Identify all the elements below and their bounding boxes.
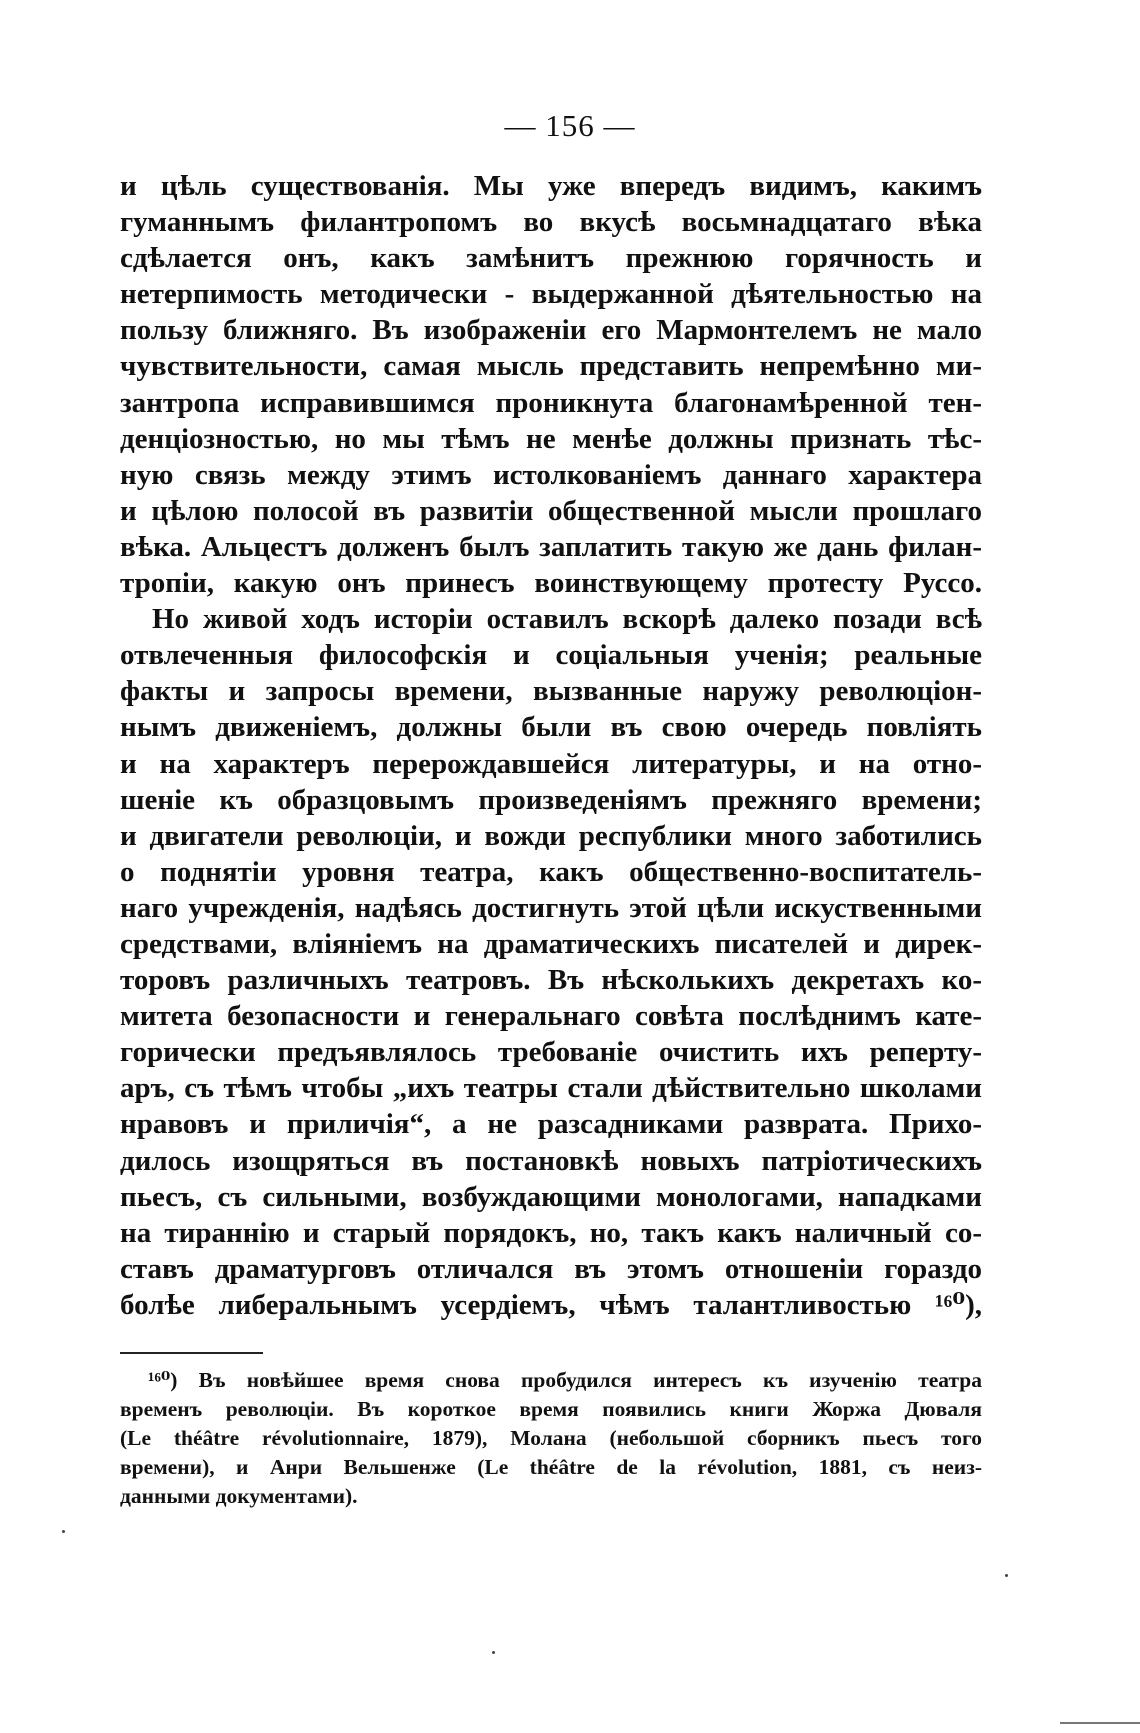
footnote-line: временъ революціи. Въ короткое время появились книги Жоржа Дюваля	[120, 1397, 982, 1421]
text-line: на тираннію и старый порядокъ, но, такъ какъ наличный со-	[120, 1216, 982, 1249]
footnote-line: ¹⁶⁰) Въ новѣйшее время снова пробудился интересъ къ изученію театра	[148, 1368, 982, 1392]
text-line: и на характеръ перерождавшейся литературы, и на отно-	[120, 747, 982, 780]
text-line: болѣе либеральнымъ усердіемъ, чѣмъ талантливостью ¹⁶⁰),	[120, 1288, 982, 1321]
text-line: тропіи, какую онъ принесъ воинствующему протесту Руссо.	[120, 567, 982, 600]
text-line: пользу ближняго. Въ изображеніи его Мармонтелемъ не мало	[120, 314, 982, 347]
page-number: — 156 —	[504, 108, 636, 143]
text-line: аръ, съ тѣмъ чтобы „ихъ театры стали дѣйствительно школами	[120, 1072, 982, 1105]
text-line: торовъ различныхъ театровъ. Въ нѣсколькихъ декретахъ ко-	[120, 964, 982, 997]
text-line: нымъ движеніемъ, должны были въ свою очередь повліять	[120, 711, 982, 744]
text-line: о поднятіи уровня театра, какъ общественно-воспитатель-	[120, 855, 982, 888]
text-line: ставъ драматурговъ отличался въ этомъ отношеніи гораздо	[120, 1252, 982, 1285]
text-line: горически предъявлялось требованіе очистить ихъ реперту-	[120, 1036, 982, 1069]
text-line: нравовъ и приличія“, а не разсадниками разврата. Прихо-	[120, 1108, 982, 1141]
text-line: зантропа исправившимся проникнута благонамѣренной тен-	[120, 386, 982, 419]
text-line: пьесъ, съ сильными, возбуждающими монологами, нападками	[120, 1180, 982, 1213]
text-line: факты и запросы времени, вызванные наружу революціон-	[120, 675, 982, 708]
footnote	[120, 1366, 982, 1511]
text-line: чувствительности, самая мысль представить непремѣнно ми-	[120, 350, 982, 383]
text-line: средствами, вліяніемъ на драматическихъ писателей и дирек-	[120, 927, 982, 960]
print-speck	[62, 1530, 65, 1533]
footnote-line: данными документами).	[120, 1484, 358, 1508]
print-speck	[492, 1651, 495, 1654]
text-line: отвлеченныя философскія и соціальныя ученія; реальные	[120, 639, 982, 672]
text-line: и двигатели революціи, и вожди республики много заботились	[120, 819, 982, 852]
footnote-separator	[120, 1352, 263, 1354]
text-line: и цѣлою полосой въ развитіи общественной мысли прошлаго	[120, 494, 982, 527]
text-line: дилось изощряться въ постановкѣ новыхъ патріотическихъ	[120, 1144, 982, 1177]
text-line: денціозностью, но мы тѣмъ не менѣе должны признать тѣс-	[120, 422, 982, 455]
text-line: нетерпимость методически - выдержанной дѣятельностью на	[120, 278, 982, 311]
text-line: наго учрежденія, надѣясь достигнуть этой цѣли искуственными	[120, 891, 982, 924]
text-line: гуманнымъ филантропомъ во вкусѣ восьмнадцатаго вѣка	[120, 206, 982, 239]
footnote-line: (Le théâtre révolutionnaire, 1879), Молана (небольшой сборникъ пьесъ того	[120, 1426, 982, 1450]
text-line: шеніе къ образцовымъ произведеніямъ прежняго времени;	[120, 783, 982, 816]
text-line: сдѣлается онъ, какъ замѣнитъ прежнюю горячность и	[120, 242, 982, 275]
text-line: и цѣль существованія. Мы уже впередъ видимъ, какимъ	[120, 170, 982, 202]
footnote-line: времени), и Анри Вельшенже (Le théâtre de la révolution, 1881, съ неиз-	[120, 1455, 982, 1479]
text-line: вѣка. Альцестъ долженъ былъ заплатить такую же дань филан-	[120, 530, 982, 563]
scan-edge-mark	[1060, 1722, 1140, 1724]
text-line: ную связь между этимъ истолкованіемъ даннаго характера	[120, 458, 982, 491]
print-speck	[1005, 1574, 1008, 1577]
main-text	[120, 168, 982, 1323]
paragraph-start-line: Но живой ходъ исторіи оставилъ вскорѣ далеко позади всѣ	[152, 603, 982, 636]
text-line: митета безопасности и генеральнаго совѣта послѣднимъ кате-	[120, 1000, 982, 1033]
